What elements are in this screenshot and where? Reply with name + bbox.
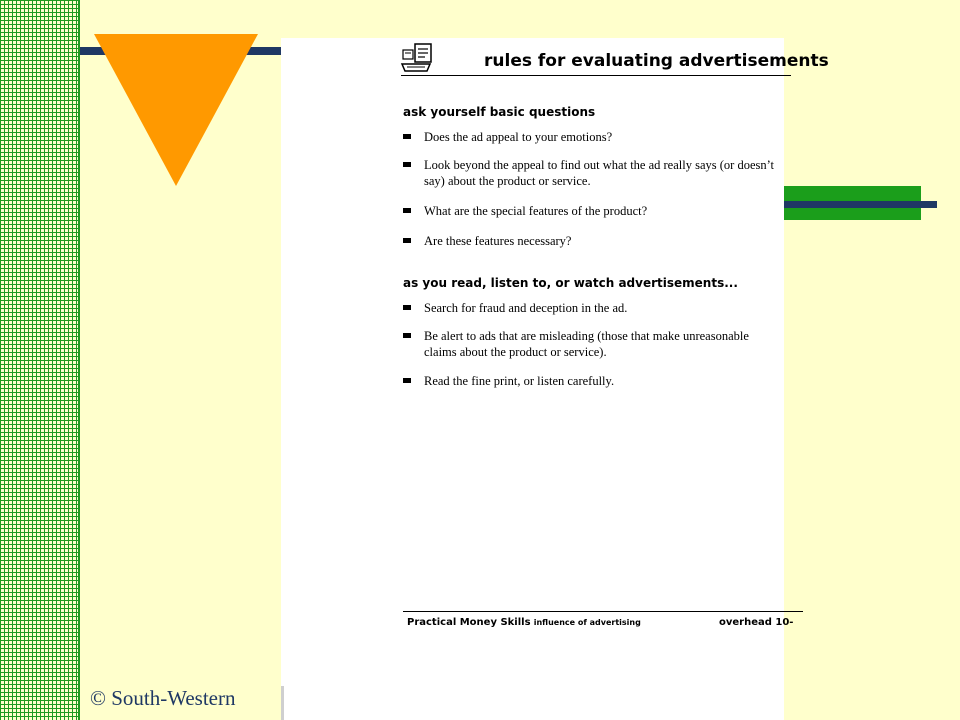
bullet-icon: [403, 208, 411, 213]
list-item-text: Read the fine print, or listen carefully.: [424, 374, 615, 388]
header-rule: [401, 75, 791, 76]
bullet-icon: [403, 305, 411, 310]
copyright-text: © South-Western: [90, 686, 236, 710]
footer-brand-name: Practical Money Skills: [407, 617, 531, 628]
bullet-icon: [403, 162, 411, 167]
bullet-icon: [403, 378, 411, 383]
footer-brand: [407, 617, 641, 628]
footer-subject: influence of advertising: [533, 618, 641, 627]
orange-triangle-shape: [94, 34, 258, 186]
decorative-navy-bar-right: [782, 201, 937, 208]
bullet-icon: [403, 333, 411, 338]
list-item-text: Look beyond the appeal to find out what the ad really says (or doesn’t say) about the product or service.: [424, 158, 775, 188]
section-heading-basic-questions: ask yourself basic questions: [403, 105, 596, 119]
document-stack-icon: [401, 42, 435, 74]
footer-rule: [403, 611, 803, 612]
list-item-text: What are the special features of the product?: [424, 204, 648, 218]
overhead-sheet: [281, 38, 829, 720]
grid-pattern-strip: [0, 0, 80, 720]
sheet-edge: [281, 686, 284, 720]
list-item-text: Are these features necessary?: [424, 234, 572, 248]
list-item-text: Be alert to ads that are misleading (those that make unreasonable claims about the product or service).: [424, 329, 749, 359]
section-heading-advertisements: as you read, listen to, or watch advertisements...: [403, 276, 738, 290]
bullet-icon: [403, 238, 411, 243]
list-item-text: Does the ad appeal to your emotions?: [424, 130, 613, 144]
list-item-text: Search for fraud and deception in the ad.: [424, 301, 628, 315]
footer-overhead-number: overhead 10-: [719, 617, 794, 628]
bullet-icon: [403, 134, 411, 139]
sheet-title: rules for evaluating advertisements: [484, 51, 829, 71]
